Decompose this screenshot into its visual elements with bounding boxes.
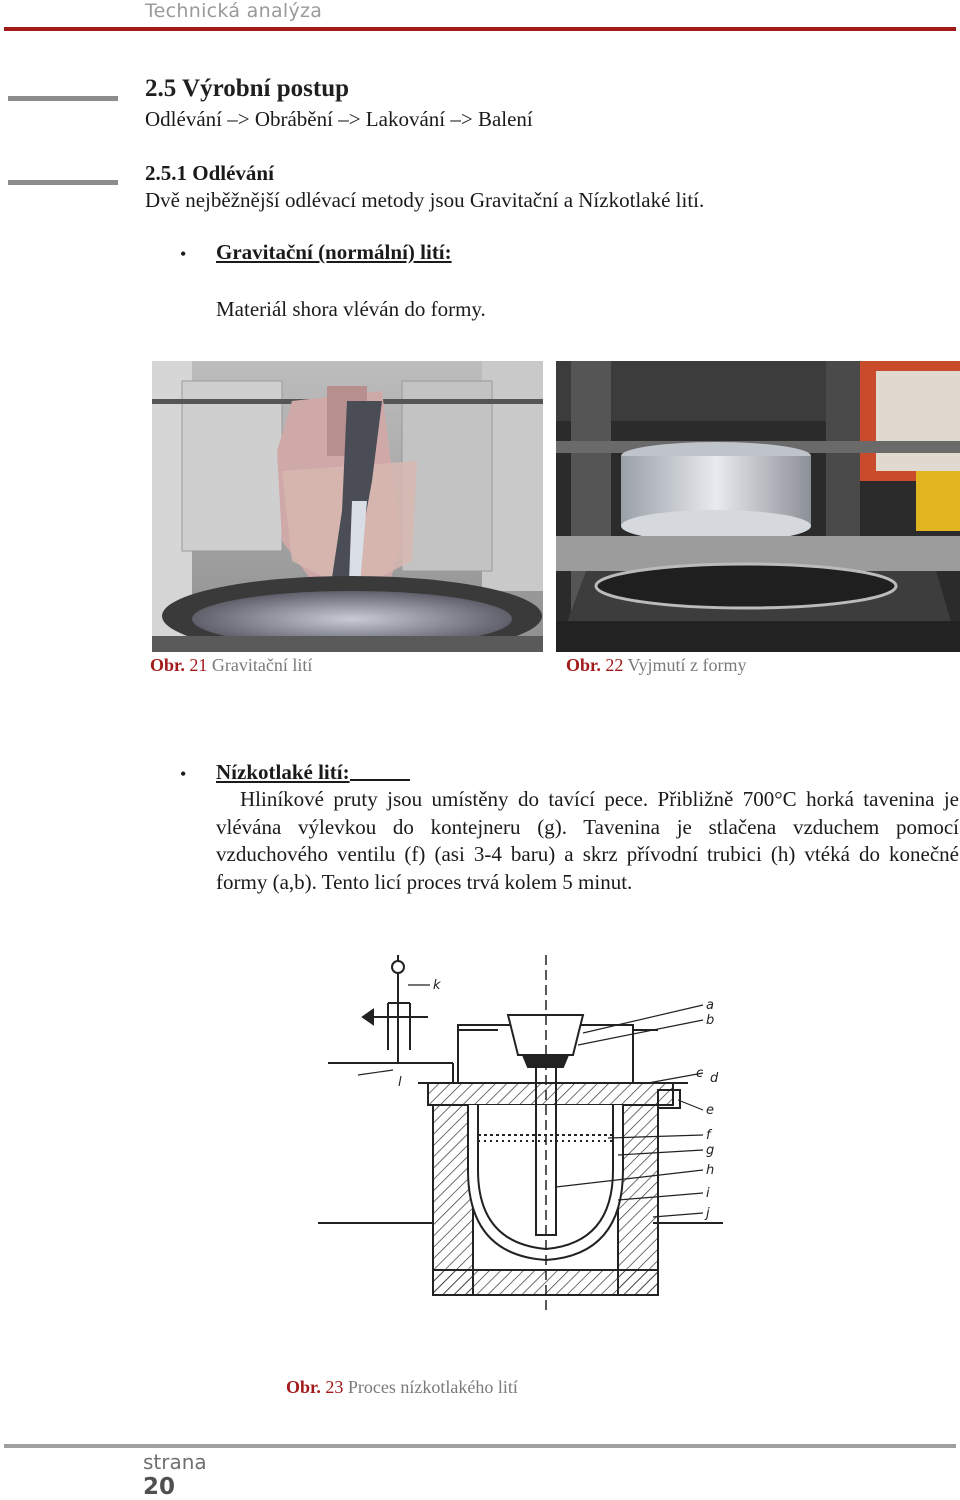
page-number: 20 xyxy=(143,1474,176,1500)
figure-23-caption: Obr. 23 Proces nízkotlakého lití xyxy=(286,1377,518,1397)
gravity-casting-description: Materiál shora vléván do formy. xyxy=(216,297,486,321)
diagram-label-b: b xyxy=(706,1013,715,1028)
header-rule xyxy=(4,27,956,31)
margin-marker xyxy=(8,180,118,185)
bullet: • xyxy=(180,244,187,264)
low-pressure-casting-paragraph: Hliníkové pruty jsou umístěny do tavící pece. Přibližně 700°C horká tavenina je vlévána výlevkou do kontejneru (g). Tavenina je stlačena vzduchem pomocí vzduchového ventilu (f) (asi 3-4 baru) a skrz přívodní trubici (h) vtéká do konečné formy (a,b). Tento licí proces trvá kolem 5 minut. xyxy=(216,787,959,895)
diagram-label-d: d xyxy=(710,1071,719,1086)
diagram-label-g: g xyxy=(706,1143,715,1158)
figure-21-caption: Obr. 21 Gravitační lití xyxy=(150,655,313,675)
diagram-label-h: h xyxy=(706,1163,715,1178)
diagram-label-f: f xyxy=(706,1128,711,1143)
diagram-label-a: a xyxy=(706,998,714,1013)
diagram-label-l: l xyxy=(398,1075,402,1090)
margin-marker xyxy=(8,96,118,101)
diagram-label-c: c xyxy=(696,1066,704,1081)
diagram-label-e: e xyxy=(706,1103,714,1118)
figure-22-caption: Obr. 22 Vyjmutí z formy xyxy=(566,655,747,675)
bullet: • xyxy=(180,764,187,784)
running-header: Technická analýza xyxy=(145,0,323,22)
footer-rule xyxy=(4,1444,956,1448)
low-pressure-casting-label: Nízkotlaké lití: xyxy=(216,760,410,785)
gravity-casting-photo xyxy=(152,361,543,652)
diagram-label-k: k xyxy=(433,978,441,993)
diagram-label-i: i xyxy=(706,1186,710,1201)
mold-removal-photo xyxy=(556,361,960,652)
gravity-casting-label: Gravitační (normální) lití: xyxy=(216,240,452,264)
section-title: 2.5 Výrobní postup xyxy=(145,75,350,102)
page-label: strana xyxy=(143,1450,207,1474)
subsection-title: 2.5.1 Odlévání xyxy=(145,161,274,185)
low-pressure-casting-diagram xyxy=(318,955,723,1315)
subsection-intro: Dvě nejběžnější odlévací metody jsou Gravitační a Nízkotlaké lití. xyxy=(145,188,705,212)
process-flow: Odlévání –> Obrábění –> Lakování –> Balení xyxy=(145,107,533,131)
diagram-label-j: j xyxy=(706,1206,710,1221)
